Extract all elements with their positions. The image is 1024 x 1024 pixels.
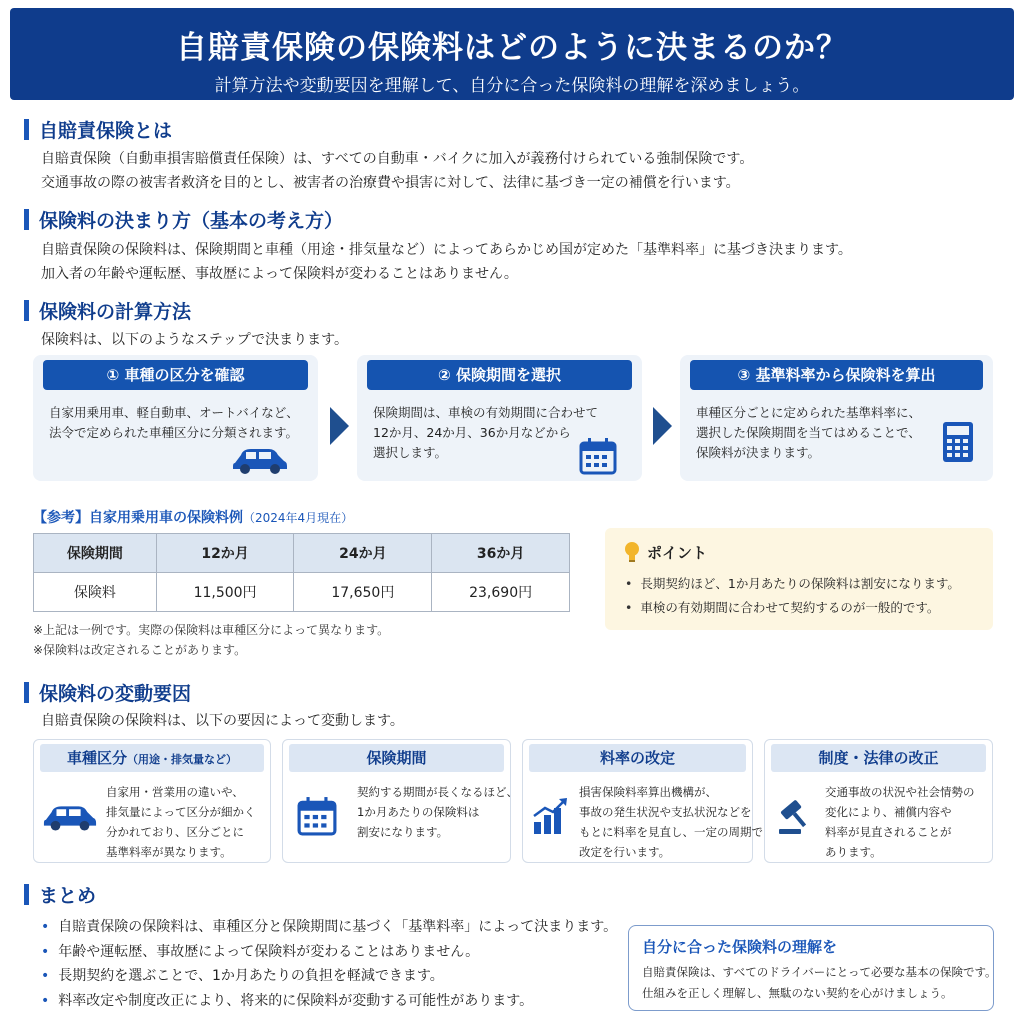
card-line: あります。 — [825, 845, 882, 859]
card-line: 排気量によって区分が細かく — [106, 805, 256, 819]
card-line: 変化により、補償内容や — [825, 805, 952, 819]
card-line: 1か月あたりの保険料は — [357, 805, 480, 819]
bar-chart-icon — [531, 796, 571, 836]
table-header-row — [34, 534, 570, 573]
section-about-heading — [24, 117, 172, 141]
table-header-cell: 12か月 — [156, 534, 294, 573]
card-text — [579, 782, 763, 862]
factor-card-vehicle — [33, 739, 271, 863]
factors-intro: 自賠責保険の保険料は、以下の要因によって変動します。 — [41, 713, 404, 729]
reference-title — [33, 507, 353, 527]
section-title: 自賠責保険とは — [39, 119, 173, 142]
card-line: 料率が見直されることが — [825, 825, 952, 839]
step-text — [696, 403, 921, 463]
card-line: もとに料率を見直し、一定の周期で — [579, 825, 763, 839]
reference-title-text: 【参考】自家用乗用車の保険料例 — [33, 510, 243, 526]
card-line: 事故の発生状況や支払状況などを — [579, 805, 752, 819]
card-title: 料率の改定 — [529, 744, 746, 772]
about-line: 自賠責保険（自動車損害賠償責任保険）は、すべての自動車・バイクに加入が義務付けられている強制保険です。 — [41, 151, 754, 167]
list-item: • 自賠責保険の保険料は、車種区分と保険期間に基づく「基準料率」によって決まります。 — [41, 915, 617, 940]
factor-card-rate-revision — [522, 739, 763, 863]
table-cell: 23,690円 — [432, 573, 570, 612]
car-icon — [231, 443, 289, 475]
card-line: 自家用・営業用の違いや、 — [106, 785, 244, 799]
list-item: • 長期契約を選ぶことで、1か月あたりの負担を軽減できます。 — [41, 964, 617, 989]
heading-bar — [24, 209, 29, 230]
fee-table — [33, 533, 570, 612]
about-line: 交通事故の際の被害者救済を目的とし、被害者の治療費や損害に対して、法律に基づき一定の補償を行います。 — [41, 175, 740, 191]
card-title-text: 車種区分 — [66, 749, 127, 767]
about-text — [41, 147, 753, 195]
callout-text — [642, 962, 997, 1004]
table-header-cell: 24か月 — [294, 534, 432, 573]
step-line: 車種区分ごとに定められた基準料率に、 — [696, 405, 922, 420]
page-subtitle: 計算方法や変動要因を理解して、自分に合った保険料の理解を深めましょう。 — [214, 76, 810, 96]
card-text — [106, 782, 256, 862]
list-item: • 長期契約ほど、1か月あたりの保険料は割安になります。 — [625, 572, 960, 596]
list-item: • 料率改定や制度改正により、将来的に保険料が変動する可能性があります。 — [41, 989, 617, 1014]
table-note: ※上記は一例です。実際の保険料は車種区分によって異なります。 — [33, 623, 390, 637]
table-row — [34, 573, 570, 612]
calculator-icon — [942, 421, 974, 463]
card-text — [357, 782, 518, 842]
card-title: 保険期間 — [289, 744, 504, 772]
step-card-1 — [33, 355, 318, 481]
card-line: 分かれており、区分ごとに — [106, 825, 244, 839]
heading-bar — [24, 884, 29, 905]
calc-intro: 保険料は、以下のようなステップで決まります。 — [41, 332, 349, 348]
card-line: 交通事故の状況や社会情勢の — [825, 785, 975, 799]
reference-date: （2024年4月現在） — [243, 511, 354, 525]
step-line: 自家用乗用車、軽自動車、オートバイなど、 — [49, 405, 299, 420]
card-title-suffix: （用途・排気量など） — [127, 753, 237, 766]
card-line: 改定を行います。 — [579, 845, 671, 859]
factor-card-law-revision — [764, 739, 993, 863]
factor-card-period — [282, 739, 518, 863]
table-cell: 11,500円 — [156, 573, 294, 612]
card-text — [825, 782, 975, 862]
table-cell: 17,650円 — [294, 573, 432, 612]
summary-list — [41, 915, 617, 1013]
car-icon — [42, 800, 98, 832]
step-card-2 — [357, 355, 642, 481]
section-summary-heading — [24, 882, 96, 906]
step-card-3 — [680, 355, 993, 481]
step-line: 選択します。 — [373, 445, 448, 460]
point-list — [625, 572, 960, 620]
point-box — [605, 528, 993, 630]
point-title: ポイント — [647, 544, 708, 562]
table-cell: 保険料 — [34, 573, 157, 612]
step-label: ③ 基準料率から保険料を算出 — [690, 360, 983, 390]
callout-line: 仕組みを正しく理解し、無駄のない契約を心がけましょう。 — [642, 986, 953, 1000]
list-item: • 年齢や運転歴、事故歴によって保険料が変わることはありません。 — [41, 940, 617, 965]
step-label: ① 車種の区分を確認 — [43, 360, 308, 390]
heading-bar — [24, 119, 29, 140]
section-factors-heading — [24, 680, 191, 704]
card-line: 基準料率が異なります。 — [106, 845, 232, 859]
card-title: 制度・法律の改正 — [771, 744, 986, 772]
list-item: • 車検の有効期間に合わせて契約するのが一般的です。 — [625, 596, 960, 620]
step-text — [49, 403, 299, 443]
summary-callout — [628, 925, 997, 1011]
step-line: 12か月、24か月、36か月などから — [373, 425, 571, 440]
header-banner — [10, 8, 1014, 100]
section-title: 保険料の計算方法 — [39, 300, 192, 323]
step-line: 保険料が決まります。 — [696, 445, 821, 460]
section-title: 保険料の決まり方（基本の考え方） — [39, 209, 344, 232]
calendar-icon — [297, 796, 337, 836]
page-title: 自賠責保険の保険料はどのように決まるのか？ — [176, 30, 848, 66]
heading-bar — [24, 682, 29, 703]
calendar-icon — [579, 437, 617, 475]
table-header-cell: 36か月 — [432, 534, 570, 573]
callout-line: 自賠責保険は、すべてのドライバーにとって必要な基本の保険です。 — [642, 965, 997, 979]
basis-line: 加入者の年齢や運転歴、事故歴によって保険料が変わることはありません。 — [41, 266, 518, 282]
section-basis-heading — [24, 207, 343, 231]
table-header-cell: 保険期間 — [34, 534, 157, 573]
card-title — [40, 744, 264, 772]
step-line: 保険期間は、車検の有効期間に合わせて — [373, 405, 599, 420]
card-line: 損害保険料率算出機構が、 — [579, 785, 717, 799]
step-label: ② 保険期間を選択 — [367, 360, 632, 390]
card-line: 契約する期間が長くなるほど、 — [357, 785, 518, 799]
gavel-icon — [775, 796, 815, 836]
section-title: 保険料の変動要因 — [39, 682, 192, 705]
card-line: 割安になります。 — [357, 825, 449, 839]
basis-text — [41, 238, 852, 286]
table-note: ※保険料は改定されることがあります。 — [33, 643, 247, 657]
lightbulb-icon — [623, 541, 641, 563]
basis-line: 自賠責保険の保険料は、保険期間と車種（用途・排気量など）によってあらかじめ国が定めた「基準料率」に基づき決まります。 — [41, 242, 852, 258]
step-arrow-2 — [653, 407, 672, 445]
section-calc-heading — [24, 298, 191, 322]
step-arrow-1 — [330, 407, 349, 445]
section-title: まとめ — [39, 884, 97, 907]
step-line: 選択した保険期間を当てはめることで、 — [696, 425, 921, 440]
heading-bar — [24, 300, 29, 321]
callout-title: 自分に合った保険料の理解を — [642, 938, 838, 956]
step-line: 法令で定められた車種区分に分類されます。 — [49, 425, 299, 440]
step-text — [373, 403, 598, 463]
